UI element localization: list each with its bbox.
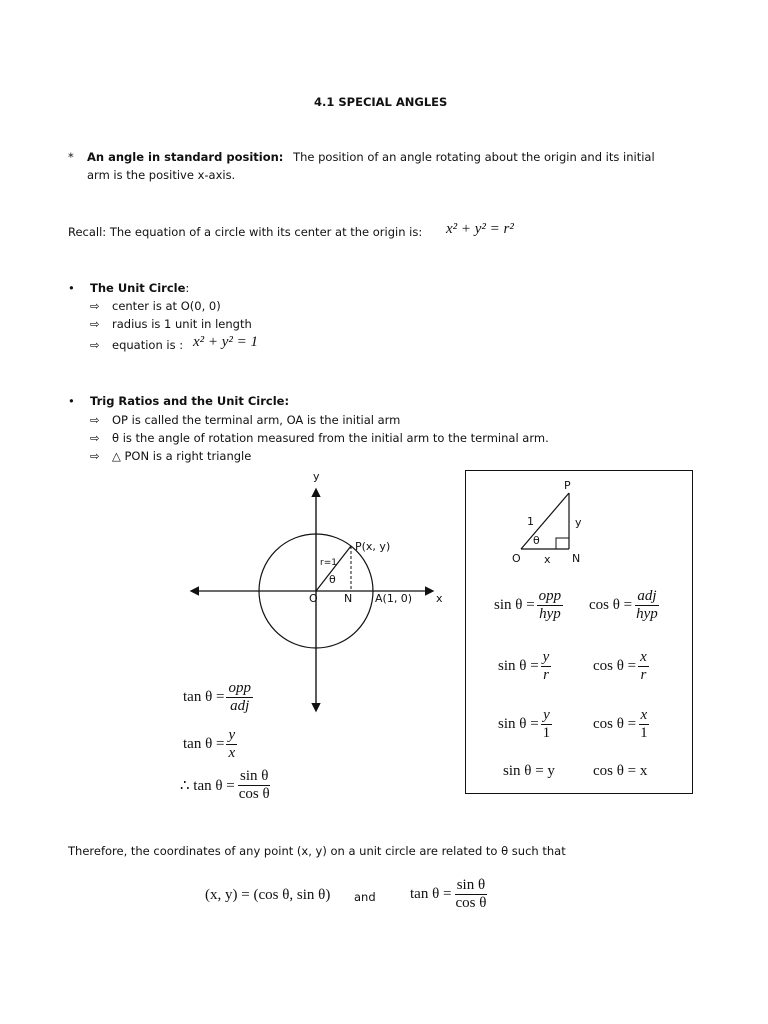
definition-bullet: *: [68, 150, 74, 164]
arrow-icon: ⇨: [90, 299, 100, 313]
triangle-y-label: y: [575, 516, 582, 529]
unit-circle-item-radius: radius is 1 unit in length: [112, 317, 252, 331]
page-title: 4.1 SPECIAL ANGLES: [314, 95, 448, 109]
definition-text-line2: arm is the positive x-axis.: [87, 168, 236, 182]
unit-circle-colon: :: [185, 281, 190, 295]
sin-y-r: sin θ = $\frac{y}{r}$: [498, 649, 550, 683]
trig-item-triangle: △ PON is a right triangle: [112, 449, 252, 463]
definition-term: An angle in standard position: [87, 150, 279, 164]
sin-opp-hyp: sin θ = $\frac{\text{opp}}{\text{hyp}}$: [494, 588, 562, 622]
cos-x-1: cos θ = $\frac{x}{1}$: [593, 707, 648, 741]
triangle-o-label: O: [512, 552, 521, 565]
recall-text: Recall: The equation of a circle with its center at the origin is:: [68, 225, 423, 239]
sin-equals-y: sin θ = y: [503, 763, 555, 779]
arrow-icon: ⇨: [90, 431, 100, 445]
unit-circle-equation: x² + y² = 1: [193, 334, 259, 350]
sin-y-1: sin θ = $\frac{y}{1}$: [498, 707, 551, 741]
cos-equals-x: cos θ = x: [593, 763, 648, 779]
unit-circle-bullet: •: [68, 281, 75, 295]
definition-colon: :: [278, 150, 284, 164]
arrow-icon: ⇨: [90, 317, 100, 331]
coords-equation: (x, y) = (cos θ, sin θ): [205, 887, 331, 903]
unit-circle-item-center: center is at O(0, 0): [112, 299, 221, 313]
tan-final: tan θ = $\frac{\text{sin θ}}{\text{cos θ}}$: [410, 877, 487, 911]
definition-text-line1: The position of an angle rotating about the origin and its initial: [293, 150, 655, 164]
tan-y-x: tan θ = $\frac{y}{x}$: [183, 727, 236, 761]
tan-sin-cos: ∴ tan θ = $\frac{\text{sin θ}}{\text{cos θ}}$: [180, 768, 270, 802]
x-axis-label: x: [436, 592, 443, 605]
trig-item-arms: OP is called the terminal arm, OA is the initial arm: [112, 413, 401, 427]
cos-x-r: cos θ = $\frac{x}{r}$: [593, 649, 647, 683]
conclusion-text: Therefore, the coordinates of any point (x, y) on a unit circle are related to θ such that: [68, 844, 566, 858]
recall-equation: x² + y² = r²: [446, 221, 514, 237]
theta-label: θ: [329, 573, 336, 586]
triangle-x-label: x: [544, 553, 551, 566]
point-a-label: A(1, 0): [375, 592, 413, 605]
trig-bullet: •: [68, 394, 75, 408]
and-word: and: [354, 890, 376, 904]
triangle-p-label: P: [564, 479, 571, 492]
point-p-label: P(x, y): [355, 540, 391, 553]
tan-opp-adj: tan θ = $\frac{\text{opp}}{\text{adj}}$: [183, 680, 251, 714]
trig-item-angle: θ is the angle of rotation measured from the initial arm to the terminal arm.: [112, 431, 549, 445]
unit-circle-heading: The Unit Circle: [90, 281, 186, 295]
cos-adj-hyp: cos θ = $\frac{\text{adj}}{\text{hyp}}$: [589, 588, 658, 622]
arrow-icon: ⇨: [90, 449, 100, 463]
triangle-hyp-label: 1: [527, 515, 534, 528]
radius-label: r=1: [320, 558, 337, 568]
arrow-icon: ⇨: [90, 338, 100, 352]
point-n-label: N: [344, 592, 353, 605]
triangle-theta-label: θ: [533, 534, 540, 547]
unit-circle-item-equation: equation is :: [112, 338, 184, 352]
triangle-n-label: N: [572, 552, 581, 565]
trig-heading: Trig Ratios and the Unit Circle:: [90, 394, 290, 408]
trig-ratio-box: [465, 470, 693, 794]
arrow-icon: ⇨: [90, 413, 100, 427]
origin-label: O: [309, 592, 318, 605]
y-axis-label: y: [313, 470, 320, 483]
